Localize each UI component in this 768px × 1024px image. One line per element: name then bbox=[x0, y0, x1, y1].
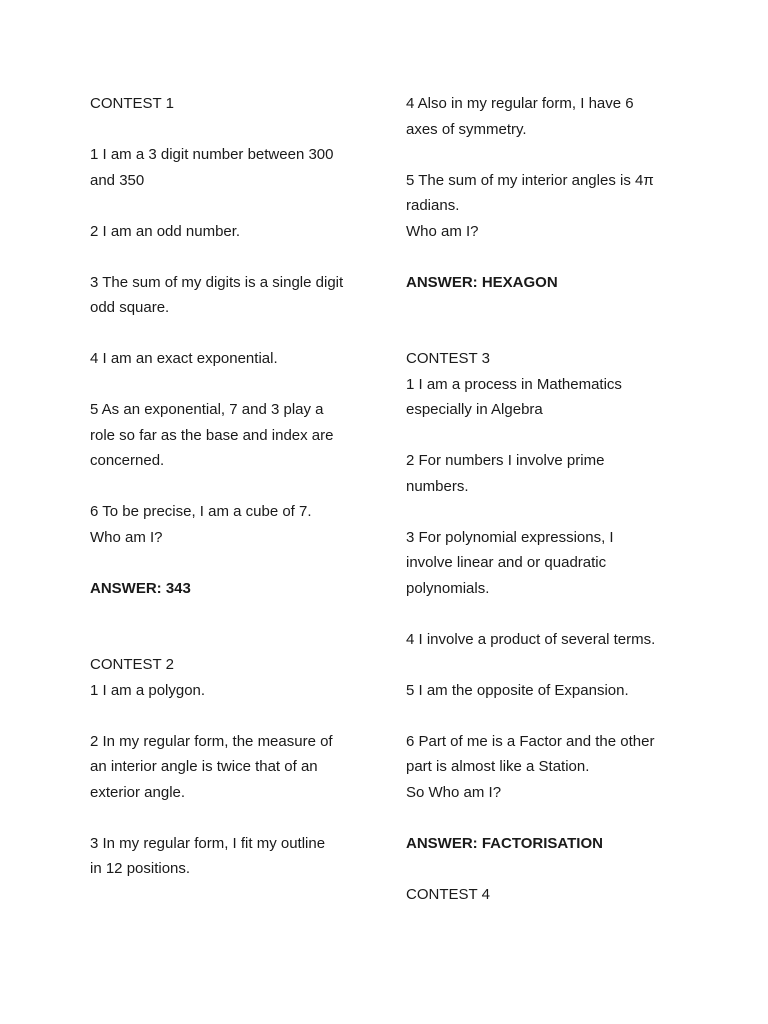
contest-2-clue-3-line-1: 3 In my regular form, I fit my outline bbox=[90, 834, 326, 852]
spacer bbox=[406, 321, 706, 347]
spacer bbox=[90, 627, 380, 653]
contest-1-clue-3-line-1: 3 The sum of my digits is a single digit bbox=[90, 273, 344, 291]
spacer bbox=[90, 321, 380, 347]
contest-2-clue-5-line-2: radians. bbox=[406, 197, 460, 214]
spacer bbox=[90, 117, 380, 143]
contest-2-heading: CONTEST 2 bbox=[90, 656, 174, 673]
spacer bbox=[90, 474, 380, 500]
spacer bbox=[90, 805, 380, 831]
contest-1-clue-1-line-1: 1 I am a 3 digit number between 300 bbox=[90, 146, 334, 163]
spacer bbox=[406, 652, 706, 678]
spacer bbox=[406, 423, 706, 449]
contest-3-heading: CONTEST 3 bbox=[406, 350, 490, 367]
spacer bbox=[90, 703, 380, 729]
contest-1-answer: ANSWER: 343 bbox=[90, 579, 191, 597]
contest-3-clue-3-line-2: involve linear and or quadratic bbox=[406, 554, 607, 571]
contest-1-clue-5-line-1: 5 As an exponential, 7 and 3 play a bbox=[90, 401, 324, 418]
contest-2-clue-3-line-2: in 12 positions. bbox=[90, 860, 191, 877]
contest-4-heading: CONTEST 4 bbox=[406, 885, 490, 903]
spacer bbox=[90, 372, 380, 398]
contest-1-clue-6-line-2: Who am I? bbox=[90, 528, 163, 546]
spacer bbox=[406, 499, 706, 525]
contest-3-clue-6-line-2: part is almost like a Station. bbox=[406, 758, 590, 775]
contest-1-clue-1-line-2: and 350 bbox=[90, 171, 145, 189]
contest-3-clue-3-line-1: 3 For polynomial expressions, I bbox=[406, 528, 614, 546]
contest-2-clue-1-line-1: 1 I am a polygon. bbox=[90, 681, 206, 699]
contest-3-clue-6-line-3: So Who am I? bbox=[406, 783, 502, 801]
spacer bbox=[406, 601, 706, 627]
spacer bbox=[406, 703, 706, 729]
spacer bbox=[90, 193, 380, 219]
contest-2-clue-2-line-3: exterior angle. bbox=[90, 783, 186, 801]
contest-3-clue-2-line-2: numbers. bbox=[406, 477, 469, 495]
contest-2-answer: ANSWER: HEXAGON bbox=[406, 273, 558, 291]
contest-2-clue-5-line-3: Who am I? bbox=[406, 222, 479, 240]
left-column bbox=[90, 91, 380, 882]
spacer bbox=[406, 295, 706, 321]
spacer bbox=[406, 142, 706, 168]
contest-2-clue-4-line-1: 4 Also in my regular form, I have 6 bbox=[406, 95, 634, 112]
contest-3-clue-4-line-1: 4 I involve a product of several terms. bbox=[406, 630, 656, 648]
right-column bbox=[406, 91, 706, 907]
contest-2-clue-5-line-1: 5 The sum of my interior angles is 4π bbox=[406, 171, 654, 189]
contest-3-clue-1-line-2: especially in Algebra bbox=[406, 401, 543, 418]
contest-3-clue-5-line-1: 5 I am the opposite of Expansion. bbox=[406, 681, 629, 699]
contest-1-clue-2-line-1: 2 I am an odd number. bbox=[90, 222, 241, 240]
contest-1-heading: CONTEST 1 bbox=[90, 95, 174, 112]
spacer bbox=[406, 244, 706, 270]
contest-2-clue-2-line-1: 2 In my regular form, the measure of bbox=[90, 732, 333, 750]
spacer bbox=[406, 805, 706, 831]
contest-1-clue-5-line-2: role so far as the base and index are bbox=[90, 426, 334, 444]
contest-2-clue-4-line-2: axes of symmetry. bbox=[406, 120, 527, 138]
contest-2-clue-2-line-2: an interior angle is twice that of an bbox=[90, 758, 318, 775]
contest-3-clue-2-line-1: 2 For numbers I involve prime bbox=[406, 452, 605, 469]
contest-1-clue-5-line-3: concerned. bbox=[90, 452, 165, 469]
contest-3-clue-1-line-1: 1 I am a process in Mathematics bbox=[406, 375, 622, 393]
spacer bbox=[90, 550, 380, 576]
contest-1-clue-3-line-2: odd square. bbox=[90, 299, 170, 316]
contest-1-clue-4-line-1: 4 I am an exact exponential. bbox=[90, 350, 278, 367]
contest-3-clue-6-line-1: 6 Part of me is a Factor and the other bbox=[406, 732, 655, 750]
contest-1-clue-6-line-1: 6 To be precise, I am a cube of 7. bbox=[90, 503, 312, 520]
spacer bbox=[90, 601, 380, 627]
contest-3-answer: ANSWER: FACTORISATION bbox=[406, 834, 603, 852]
spacer bbox=[406, 856, 706, 882]
spacer bbox=[90, 244, 380, 270]
contest-3-clue-3-line-3: polynomials. bbox=[406, 579, 490, 597]
